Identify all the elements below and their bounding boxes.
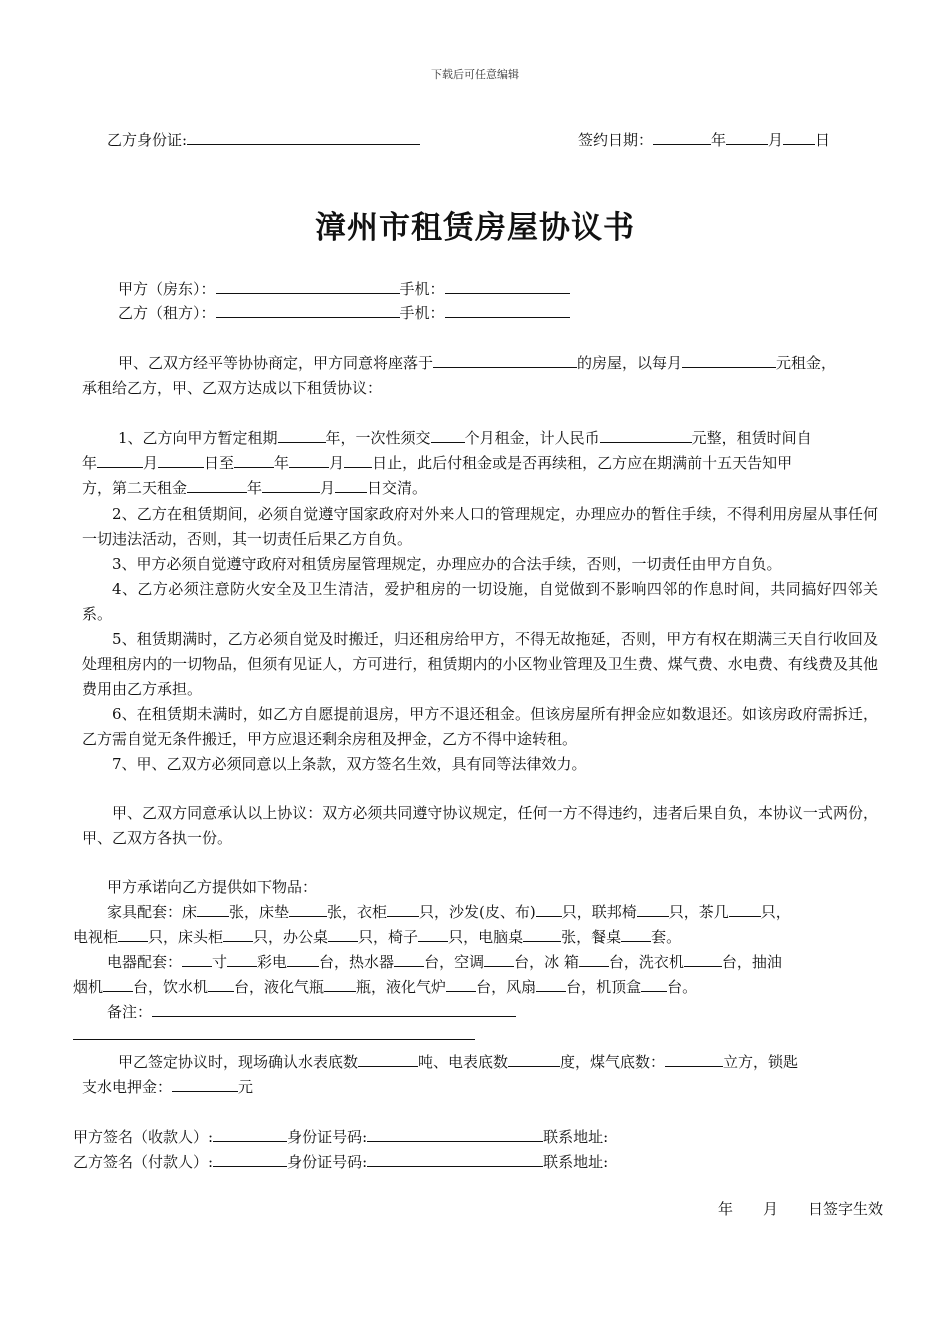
furn-text: 只， — [760, 903, 791, 921]
id-line — [107, 129, 420, 150]
confirm-block — [82, 801, 878, 851]
blank — [103, 977, 133, 992]
provide-intro: 甲方承诺向乙方提供如下物品： — [107, 878, 318, 896]
furn-text: 只，沙发(皮、布) — [419, 903, 536, 921]
clause-1-line-1 — [118, 427, 812, 448]
clause-1-text: 日交清。 — [367, 479, 428, 497]
meter-text: 度，煤气底数： — [560, 1053, 666, 1071]
clause-1-text: 方，第二天租金 — [82, 479, 188, 497]
party-a-phone-blank — [445, 279, 570, 294]
blank — [387, 902, 419, 917]
furniture-line-1 — [107, 901, 791, 922]
clause-1-line-3 — [82, 477, 427, 498]
meter-text: 吨、电表底数 — [418, 1053, 509, 1071]
blank — [182, 952, 212, 967]
meter-text: 支水电押金： — [82, 1078, 173, 1096]
elec-text: 台，液化气瓶 — [234, 978, 325, 996]
furn-text: 只，电脑桌 — [448, 928, 524, 946]
clause-1-text: 月 — [329, 454, 345, 472]
party-b-blank — [216, 303, 400, 318]
meter-line-1 — [118, 1051, 798, 1072]
clause-3: 3、甲方必须自觉遵守政府对租赁房屋管理规定，办理应办的合法手续，否则，一切责任由甲方自负。 — [112, 555, 782, 573]
year-label: 年 — [711, 131, 727, 149]
intro-text-3: 元租金， — [776, 354, 837, 372]
intro-line-2: 承租给乙方，甲、乙双方达成以下租赁协议： — [82, 379, 383, 397]
blank — [621, 927, 651, 942]
party-a-label: 甲方（房东）： — [118, 280, 216, 298]
blank — [344, 453, 372, 468]
intro-line-1 — [118, 352, 836, 373]
clause-1-text: 年 — [247, 479, 263, 497]
id-number-label: 身份证号码: — [287, 1128, 368, 1146]
sign-a-blank — [213, 1127, 287, 1142]
month-blank — [726, 130, 768, 145]
elec-text: 彩电 — [257, 953, 288, 971]
meter-text: 元 — [238, 1078, 254, 1096]
address-label: 联系地址: — [543, 1128, 609, 1146]
day-blank — [783, 130, 815, 145]
furn-text: 只，茶几 — [668, 903, 729, 921]
party-a-blank — [216, 279, 400, 294]
clause-2: 2、乙方在租赁期间，必须自觉遵守国家政府对外来人口的管理规定，办理应办的暂住手续，不得利用房屋从事任何一切违法活动，否则，其一切责任后果乙方自负。 — [82, 505, 878, 548]
blank — [172, 1077, 238, 1092]
party-b-phone-blank — [445, 303, 570, 318]
elec-text: 台，冰 箱 — [514, 953, 579, 971]
blank — [579, 952, 609, 967]
furn-text: 只，椅子 — [358, 928, 419, 946]
blank — [335, 478, 367, 493]
blank — [197, 902, 229, 917]
blank — [729, 902, 761, 917]
blank — [536, 977, 566, 992]
blank — [684, 952, 722, 967]
elec-text: 台，空调 — [424, 953, 485, 971]
date-line — [578, 129, 830, 150]
day-label: 日 — [815, 131, 831, 149]
blank — [523, 927, 561, 942]
rent-blank — [682, 353, 776, 368]
remark-label: 备注： — [107, 1003, 153, 1021]
elec-text: 电器配套： — [107, 953, 183, 971]
blank — [97, 453, 143, 468]
elec-text: 台，风扇 — [476, 978, 537, 996]
effective-date: 年 月 日签字生效 — [718, 1200, 884, 1218]
year-blank — [653, 130, 711, 145]
id-blank — [187, 130, 420, 145]
furn-text: 只，联邦椅 — [561, 903, 637, 921]
elec-text: 瓶，液化气炉 — [356, 978, 447, 996]
id-a-blank — [367, 1127, 543, 1142]
party-b-line — [118, 302, 570, 323]
furn-text: 电视柜 — [73, 928, 119, 946]
sign-line-b — [73, 1151, 608, 1172]
remark-line — [107, 1001, 516, 1022]
blank — [324, 977, 356, 992]
elec-text: 烟机 — [73, 978, 104, 996]
id-b-blank — [367, 1152, 543, 1167]
furn-text: 套。 — [651, 928, 682, 946]
elec-text: 寸 — [212, 953, 228, 971]
month-label: 月 — [768, 131, 784, 149]
blank — [208, 977, 234, 992]
clauses-block — [82, 502, 878, 777]
blank — [223, 927, 253, 942]
clause-1-text: 年，一次性须交 — [325, 429, 431, 447]
elec-text: 台，饮水机 — [133, 978, 209, 996]
furniture-line-2 — [73, 926, 681, 947]
clause-6: 6、在租赁期未满时，如乙方自愿提前退房，甲方不退还租金。但该房屋所有押金应如数退还。如该房政府需拆迁，乙方需自觉无条件搬迁，甲方应退还剩余房租及押金，乙方不得中途转租。 — [82, 705, 878, 748]
furn-text: 张，床垫 — [229, 903, 290, 921]
blank — [637, 902, 669, 917]
elec-text: 台，机顶盒 — [566, 978, 642, 996]
address-blank — [433, 353, 577, 368]
party-b-label: 乙方（租方）： — [118, 304, 216, 322]
furn-text: 张，衣柜 — [327, 903, 388, 921]
party-a-phone-label: 手机： — [399, 280, 445, 298]
furn-text: 家具配套：床 — [107, 903, 198, 921]
remark-blank — [152, 1002, 516, 1017]
meter-text: 立方，锁匙 — [723, 1053, 799, 1071]
clause-7: 7、甲、乙双方必须同意以上条款，双方签名生效，具有同等法律效力。 — [112, 755, 587, 773]
blank — [328, 927, 358, 942]
separator-line — [73, 1039, 475, 1040]
blank — [394, 952, 424, 967]
blank — [234, 453, 274, 468]
elec-text: 台，洗衣机 — [608, 953, 684, 971]
id-label: 乙方身份证: — [107, 131, 188, 149]
blank — [187, 478, 247, 493]
months-blank — [431, 428, 465, 443]
meter-text: 甲乙签定协议时，现场确认水表底数 — [118, 1053, 359, 1071]
blank — [418, 927, 448, 942]
furn-text: 只，办公桌 — [253, 928, 329, 946]
blank — [641, 977, 667, 992]
blank — [665, 1052, 723, 1067]
elec-text: 台。 — [667, 978, 698, 996]
clause-1-text: 日至 — [204, 454, 235, 472]
blank — [158, 453, 204, 468]
intro-text-2: 的房屋，以每月 — [577, 354, 683, 372]
electric-line-1 — [107, 951, 782, 972]
clause-1-text: 年 — [274, 454, 290, 472]
furn-text: 只，床头柜 — [148, 928, 224, 946]
amount-blank — [600, 428, 692, 443]
clause-1-text: 1、乙方向甲方暂定租期 — [118, 429, 278, 447]
sign-a-label: 甲方签名（收款人）: — [73, 1128, 214, 1146]
clause-1-text: 日止，此后付租金或是否再续租，乙方应在期满前十五天告知甲 — [372, 454, 793, 472]
elec-text: 台，抽油 — [721, 953, 782, 971]
blank — [262, 478, 320, 493]
blank — [118, 927, 148, 942]
party-a-line — [118, 278, 570, 299]
date-label: 签约日期： — [578, 131, 654, 149]
clause-1-text: 月 — [320, 479, 336, 497]
sign-b-blank — [213, 1152, 287, 1167]
blank — [484, 952, 514, 967]
clause-4: 4、乙方必须注意防火安全及卫生清洁，爱护租房的一切设施，自觉做到不影响四邻的作息时间，共同搞好四邻关系。 — [82, 580, 878, 623]
electric-line-2 — [73, 976, 697, 997]
blank — [446, 977, 476, 992]
sign-b-label: 乙方签名（付款人）: — [73, 1153, 214, 1171]
blank — [287, 952, 319, 967]
sign-line-a — [73, 1126, 608, 1147]
header-note: 下载后可任意编辑 — [431, 68, 519, 81]
address-label: 联系地址: — [543, 1153, 609, 1171]
confirm-text: 甲、乙双方同意承认以上协议：双方必须共同遵守协议规定，任何一方不得违约，违者后果自负，本协议一式两份，甲、乙双方各执一份。 — [82, 804, 878, 847]
blank — [508, 1052, 560, 1067]
party-b-phone-label: 手机： — [399, 304, 445, 322]
document-title: 漳州市租赁房屋协议书 — [315, 210, 635, 246]
clause-1-text: 元整，租赁时间自 — [691, 429, 812, 447]
clause-1-text: 月 — [143, 454, 159, 472]
blank — [289, 453, 329, 468]
meter-line-2 — [82, 1076, 253, 1097]
blank — [289, 902, 327, 917]
term-blank — [278, 428, 326, 443]
clause-1-text: 个月租金，计人民币 — [464, 429, 600, 447]
id-number-label: 身份证号码: — [287, 1153, 368, 1171]
blank — [536, 902, 562, 917]
blank — [358, 1052, 418, 1067]
intro-text-1: 甲、乙双方经平等协协商定，甲方同意将座落于 — [118, 354, 434, 372]
furn-text: 张，餐桌 — [561, 928, 622, 946]
clause-1-text: 年 — [82, 454, 98, 472]
blank — [227, 952, 257, 967]
clause-5: 5、租赁期满时，乙方必须自觉及时搬迁，归还租房给甲方，不得无故拖延，否则，甲方有权在期满三天自行收回及处理租房内的一切物品，但须有见证人，方可进行，租赁期内的小区物业管理及卫生费、煤气费、水电费、有线费及其他费用由乙方承担。 — [82, 630, 878, 698]
elec-text: 台，热水器 — [319, 953, 395, 971]
clause-1-line-2 — [82, 452, 792, 473]
